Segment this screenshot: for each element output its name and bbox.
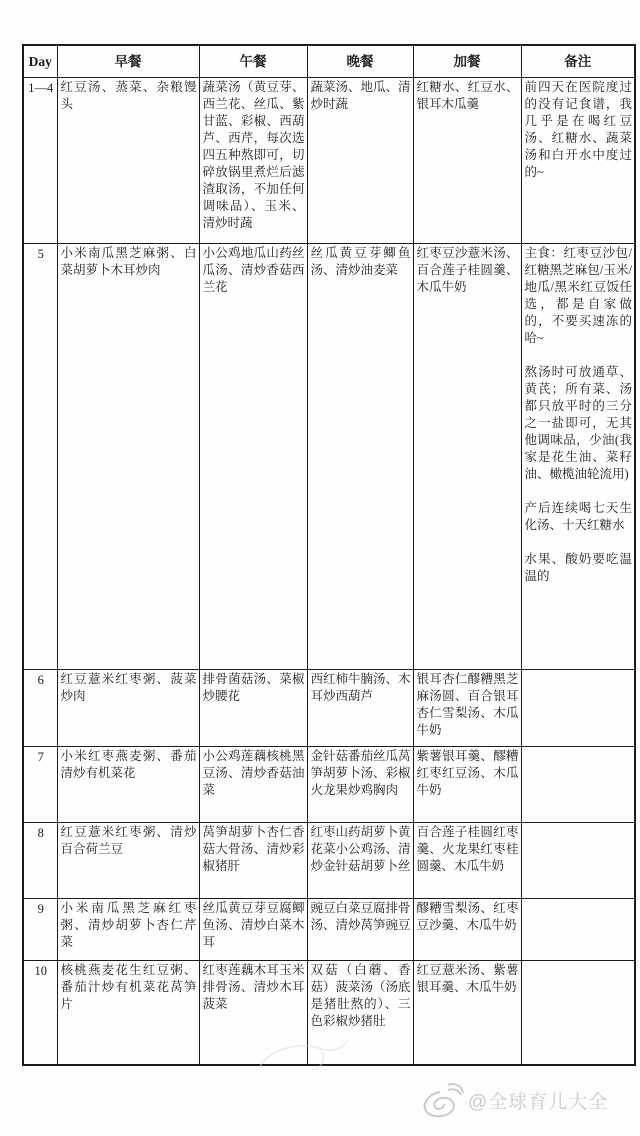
- table-row: [23, 822, 635, 898]
- note-paragraph: 产后连续喝七天生化汤、十天红糖水: [524, 500, 632, 532]
- cell-dinner: 红枣山药胡萝卜黄花菜小公鸡汤、清炒金针菇胡萝卜丝: [307, 822, 413, 898]
- cell-snack: 醪糟雪梨汤、红枣豆沙羹、木瓜牛奶: [413, 898, 521, 960]
- column-header-day: Day: [23, 45, 57, 77]
- cell-lunch: 小公鸡地瓜山药丝瓜汤、清炒香菇西兰花: [199, 243, 307, 669]
- cell-snack: 红糖水、红豆水、银耳木瓜羹: [413, 77, 521, 243]
- note-paragraph: 熬汤时可放通草、黄芪；所有菜、汤都只放平时的三分之一盐即可，无其他调味品，少油(我家是花生油、菜籽油、橄榄油轮流用): [524, 364, 632, 481]
- cell-snack: 银耳杏仁醪糟黑芝麻汤圆、百合银耳杏仁雪梨汤、木瓜牛奶: [413, 669, 521, 746]
- cell-lunch: 蔬菜汤（黄豆芽、西兰花、丝瓜、紫甘蓝、彩椒、西葫芦、西芹，每次选四五种熬即可，切碎放锅里煮烂后滤渣取汤，不加任何调味品）、玉米、清炒时蔬: [199, 77, 307, 243]
- cell-snack: 红枣豆沙薏米汤、百合莲子桂圆羹、木瓜牛奶: [413, 243, 521, 669]
- cell-dinner: 双菇（白蘑、香菇）菠菜汤（汤底是猪肚熬的）、三色彩椒炒猪肚: [307, 960, 413, 1065]
- cell-notes: [521, 77, 635, 243]
- meal-plan-table: [22, 44, 636, 1066]
- column-header-breakfast: 早餐: [57, 45, 199, 77]
- cell-day: 7: [23, 746, 57, 822]
- note-paragraph: 水果、酸奶要吃温温的: [524, 551, 632, 583]
- cell-dinner: 豌豆白菜豆腐排骨汤、清炒莴笋豌豆: [307, 898, 413, 960]
- cell-lunch: 小公鸡莲藕核桃黑豆汤、清炒香菇油菜: [199, 746, 307, 822]
- cell-notes: [521, 960, 635, 1065]
- cell-snack: 紫薯银耳羹、醪糟红枣红豆汤、木瓜牛奶: [413, 746, 521, 822]
- cell-breakfast: 核桃燕麦花生红豆粥、番茄汁炒有机菜花莴笋片: [57, 960, 199, 1065]
- cell-notes: [521, 243, 635, 669]
- column-header-dinner: 晚餐: [307, 45, 413, 77]
- watermark-handle: @全球育儿大全: [468, 1091, 609, 1113]
- cell-breakfast: 小米南瓜黑芝麻红枣粥、清炒胡萝卜杏仁芹菜: [57, 898, 199, 960]
- cell-day: 9: [23, 898, 57, 960]
- weibo-watermark: [420, 1075, 640, 1125]
- cell-day: 8: [23, 822, 57, 898]
- cell-breakfast: 小米红枣燕麦粥、番茄清炒有机菜花: [57, 746, 199, 822]
- cell-dinner: 金针菇番茄丝瓜莴笋胡萝卜汤、彩椒火龙果炒鸡胸肉: [307, 746, 413, 822]
- cell-dinner: 丝瓜黄豆芽鲫鱼汤、清炒油麦菜: [307, 243, 413, 669]
- cell-lunch: 排骨菌菇汤、菜椒炒腰花: [199, 669, 307, 746]
- cell-day: 6: [23, 669, 57, 746]
- cell-day: 10: [23, 960, 57, 1065]
- cell-day: 1—4: [23, 77, 57, 243]
- cell-day: 5: [23, 243, 57, 669]
- cell-notes: [521, 746, 635, 822]
- note-paragraph: 主食：红枣豆沙包/红糖黑芝麻包/玉米/地瓜/黑米红豆饭任选，都是自家做的，不要买速冻的哈~: [524, 245, 632, 345]
- cell-dinner: 西红柿牛腩汤、木耳炒西葫芦: [307, 669, 413, 746]
- cell-notes: [521, 669, 635, 746]
- table-row: [23, 77, 635, 243]
- column-header-notes: 备注: [521, 45, 635, 77]
- cell-breakfast: 红豆薏米红枣粥、菠菜炒肉: [57, 669, 199, 746]
- cell-breakfast: 红豆薏米红枣粥、清炒百合荷兰豆: [57, 822, 199, 898]
- note-paragraph: 前四天在医院度过的没有记食谱，我几乎是在喝红豆汤、红糖水、蔬菜汤和白开水中度过的~: [524, 79, 632, 179]
- cell-lunch: 莴笋胡萝卜杏仁香菇大骨汤、清炒彩椒猪肝: [199, 822, 307, 898]
- table-row: [23, 746, 635, 822]
- weibo-logo-icon: [420, 1080, 464, 1120]
- cell-breakfast: 红豆汤、蒸菜、杂粮馒头: [57, 77, 199, 243]
- table-row: [23, 669, 635, 746]
- cell-lunch: 丝瓜黄豆芽豆腐鲫鱼汤、清炒白菜木耳: [199, 898, 307, 960]
- table-row: [23, 898, 635, 960]
- cell-lunch: 红枣莲藕木耳玉米排骨汤、清炒木耳菠菜: [199, 960, 307, 1065]
- cell-snack: 百合莲子桂圆红枣羹、火龙果红枣桂圆羹、木瓜牛奶: [413, 822, 521, 898]
- column-header-lunch: 午餐: [199, 45, 307, 77]
- cell-dinner: 蔬菜汤、地瓜、清炒时蔬: [307, 77, 413, 243]
- faint-pen-scribble: [252, 1038, 372, 1094]
- table-row: [23, 243, 635, 669]
- column-header-snack: 加餐: [413, 45, 521, 77]
- cell-notes: [521, 898, 635, 960]
- cell-snack: 红豆薏米汤、紫薯银耳羹、木瓜牛奶: [413, 960, 521, 1065]
- table-header-row: [23, 45, 635, 77]
- cell-notes: [521, 822, 635, 898]
- cell-breakfast: 小米南瓜黑芝麻粥、白菜胡萝卜木耳炒肉: [57, 243, 199, 669]
